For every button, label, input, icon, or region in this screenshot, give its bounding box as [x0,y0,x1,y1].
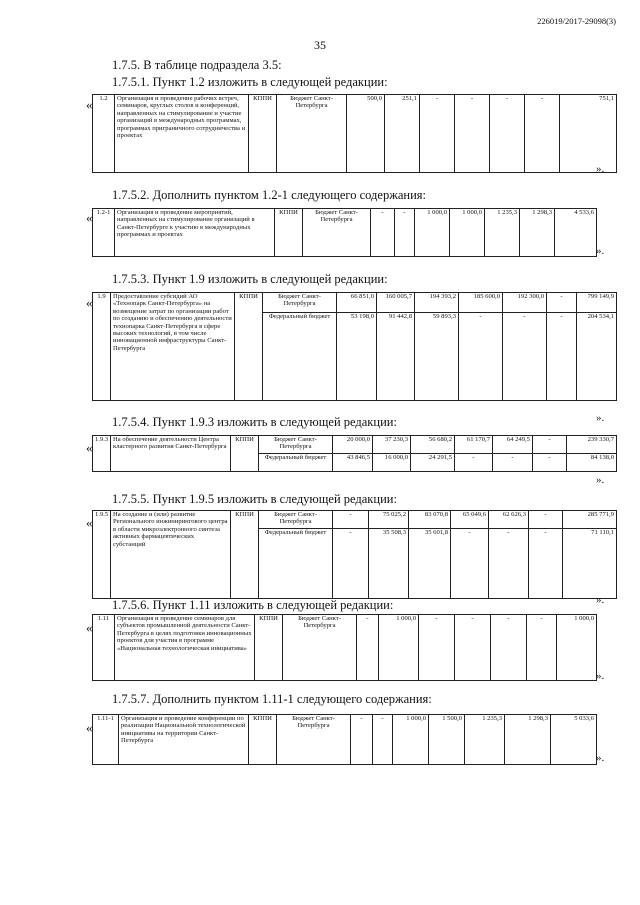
section-heading: 1.7.5. В таблице подраздела 3.5: [112,58,282,72]
value-cell: 75 025,2 [369,511,409,529]
value-cell: 1 235,3 [485,209,520,257]
funding-source: Федеральный бюджет [263,313,337,401]
value-cell: 24 291,5 [411,454,455,472]
value-cell: 500,0 [347,95,385,173]
item-name: Организация и проведение конференции по реализации Национальной технологической инициативы на территории Санкт-Петербурга [119,715,249,765]
value-cell: - [351,715,373,765]
amendment-table-5 [92,510,617,599]
value-cell: 1 000,0 [450,209,485,257]
amendment-table-3 [92,292,617,401]
value-cell: 91 442,8 [377,313,415,401]
value-cell: 61 170,7 [455,436,493,454]
value-cell: 37 230,3 [373,436,411,454]
block-heading-2: 1.7.5.2. Дополнить пунктом 1.2-1 следующего содержания: [112,188,426,202]
value-cell: - [529,511,563,529]
program-code: КППИ [255,615,283,681]
value-cell: - [451,529,489,599]
value-cell: 192 300,0 [503,293,547,313]
value-cell: 16 000,0 [373,454,411,472]
table-row [93,511,617,529]
value-cell: 43 846,5 [333,454,373,472]
value-cell: - [455,95,490,173]
value-cell: - [489,529,529,599]
value-cell: - [357,615,379,681]
table-row [93,715,597,765]
page-number: 35 [314,38,326,52]
value-cell: - [527,615,557,681]
document-id: 226019/2017-29098(3) [537,16,616,26]
item-name: Организация и проведение рабочих встреч, семинаров, круглых столов и конференций, направленных на стимулирование и участие организаций в международных программах, программах приграничного сотрудничества и проектах [115,95,249,173]
funding-source: Бюджет Санкт-Петербурга [303,209,371,257]
value-cell: 83 070,8 [409,511,451,529]
amendment-table-4 [92,435,617,472]
item-code: 1.9.5 [93,511,111,599]
value-cell: 56 680,2 [411,436,455,454]
open-quote: « [86,295,93,310]
close-quote: ». [596,163,605,175]
value-cell: - [529,529,563,599]
value-cell: - [395,209,415,257]
close-quote: ». [596,670,605,682]
table-row [93,436,617,454]
table-row [93,95,617,173]
value-cell: - [333,529,369,599]
funding-source: Федеральный бюджет [259,529,333,599]
block-heading-1: 1.7.5.1. Пункт 1.2 изложить в следующей редакции: [112,75,388,89]
close-quote: ». [596,412,605,424]
program-code: КППИ [249,95,277,173]
program-code: КППИ [235,293,263,401]
value-cell: - [459,313,503,401]
open-quote: « [86,97,93,112]
item-name: Организация и проведение мероприятий, направленных на стимулирование организаций в Санкт-Петербурге к участию в международных программах и проектах [115,209,275,257]
total-cell: 84 138,0 [567,454,617,472]
close-quote: ». [596,752,605,764]
value-cell: - [455,615,491,681]
amendment-table-2 [92,208,597,257]
value-cell: 1 298,3 [505,715,551,765]
total-cell: 1 000,0 [557,615,597,681]
value-cell: 1 500,0 [429,715,465,765]
value-cell: 160 005,7 [377,293,415,313]
value-cell: 194 393,2 [415,293,459,313]
value-cell: 35 508,3 [369,529,409,599]
open-quote: « [86,440,93,455]
item-name: На создание и (или) развитие Регионального инжинирингового центра в области микроэлектронного синтеза активных фармацевтических субстанций [111,511,231,599]
funding-source: Бюджет Санкт-Петербурга [263,293,337,313]
block-heading-3: 1.7.5.3. Пункт 1.9 изложить в следующей редакции: [112,272,388,286]
value-cell: - [533,436,567,454]
item-code: 1.2-1 [93,209,115,257]
block-heading-4: 1.7.5.4. Пункт 1.9.3 изложить в следующей редакции: [112,415,397,429]
total-cell: 4 533,6 [555,209,597,257]
funding-source: Бюджет Санкт-Петербурга [259,436,333,454]
block-heading-7: 1.7.5.7. Дополнить пунктом 1.11-1 следующего содержания: [112,692,432,706]
value-cell: - [503,313,547,401]
value-cell: 65 049,6 [451,511,489,529]
item-code: 1.2 [93,95,115,173]
value-cell: 66 851,0 [337,293,377,313]
value-cell: - [493,454,533,472]
value-cell: 64 249,5 [493,436,533,454]
close-quote: ». [596,594,605,606]
value-cell: 1 298,3 [520,209,555,257]
value-cell: 1 000,0 [393,715,429,765]
open-quote: « [86,720,93,735]
value-cell: 1 000,0 [379,615,419,681]
amendment-table-6 [92,614,597,681]
amendment-table-7 [92,714,597,765]
program-code: КППИ [275,209,303,257]
value-cell: - [533,454,567,472]
total-cell: 71 110,1 [563,529,617,599]
value-cell: - [491,615,527,681]
funding-source: Бюджет Санкт-Петербурга [283,615,357,681]
block-heading-6: 1.7.5.6. Пункт 1.11 изложить в следующей редакции: [112,598,394,612]
funding-source: Бюджет Санкт-Петербурга [259,511,333,529]
item-code: 1.11-1 [93,715,119,765]
value-cell: 185 600,0 [459,293,503,313]
amendment-table-1 [92,94,617,173]
item-name: На обеспечение деятельности Центра кластерного развития Санкт-Петербурга [111,436,231,472]
program-code: КППИ [231,511,259,599]
total-cell: 285 771,9 [563,511,617,529]
value-cell: - [420,95,455,173]
value-cell: 1 000,0 [415,209,450,257]
funding-source: Бюджет Санкт-Петербурга [277,715,351,765]
open-quote: « [86,515,93,530]
value-cell: - [419,615,455,681]
open-quote: « [86,210,93,225]
value-cell: - [547,293,577,313]
close-quote: ». [596,474,605,486]
table-row [93,615,597,681]
table-row [93,293,617,313]
value-cell: 251,1 [385,95,420,173]
funding-source: Бюджет Санкт-Петербурга [277,95,347,173]
value-cell: - [547,313,577,401]
value-cell: - [525,95,560,173]
value-cell: 59 893,3 [415,313,459,401]
total-cell: 239 330,7 [567,436,617,454]
table-row [93,209,597,257]
value-cell: 62 626,3 [489,511,529,529]
value-cell: 35 601,8 [409,529,451,599]
program-code: КППИ [231,436,259,472]
item-code: 1.9.3 [93,436,111,472]
value-cell: 20 000,0 [333,436,373,454]
value-cell: 53 198,0 [337,313,377,401]
item-name: Организация и проведение семинаров для субъектов промышленной деятельности Санкт-Петербурга в целях подготовки инновационных проектов для участия в программе «Национальная технологическая инициатива» [115,615,255,681]
value-cell: - [371,209,395,257]
item-code: 1.11 [93,615,115,681]
item-name: Предоставление субсидий АО «Технопарк Санкт-Петербурга» на возмещение затрат по организации работ по созданию и обеспечению деятельности технопарка Санкт-Петербурга в сфере высоких технологий, в том числе инновационной инфраструктуры Санкт-Петербурга [111,293,235,401]
value-cell: 1 235,3 [465,715,505,765]
value-cell: - [373,715,393,765]
item-code: 1.9 [93,293,111,401]
block-heading-5: 1.7.5.5. Пункт 1.9.5 изложить в следующей редакции: [112,492,397,506]
value-cell: - [455,454,493,472]
open-quote: « [86,620,93,635]
funding-source: Федеральный бюджет [259,454,333,472]
program-code: КППИ [249,715,277,765]
close-quote: ». [596,245,605,257]
total-cell: 204 534,1 [577,313,617,401]
value-cell: - [333,511,369,529]
total-cell: 751,1 [560,95,617,173]
total-cell: 799 149,9 [577,293,617,313]
value-cell: - [490,95,525,173]
total-cell: 5 033,6 [551,715,597,765]
